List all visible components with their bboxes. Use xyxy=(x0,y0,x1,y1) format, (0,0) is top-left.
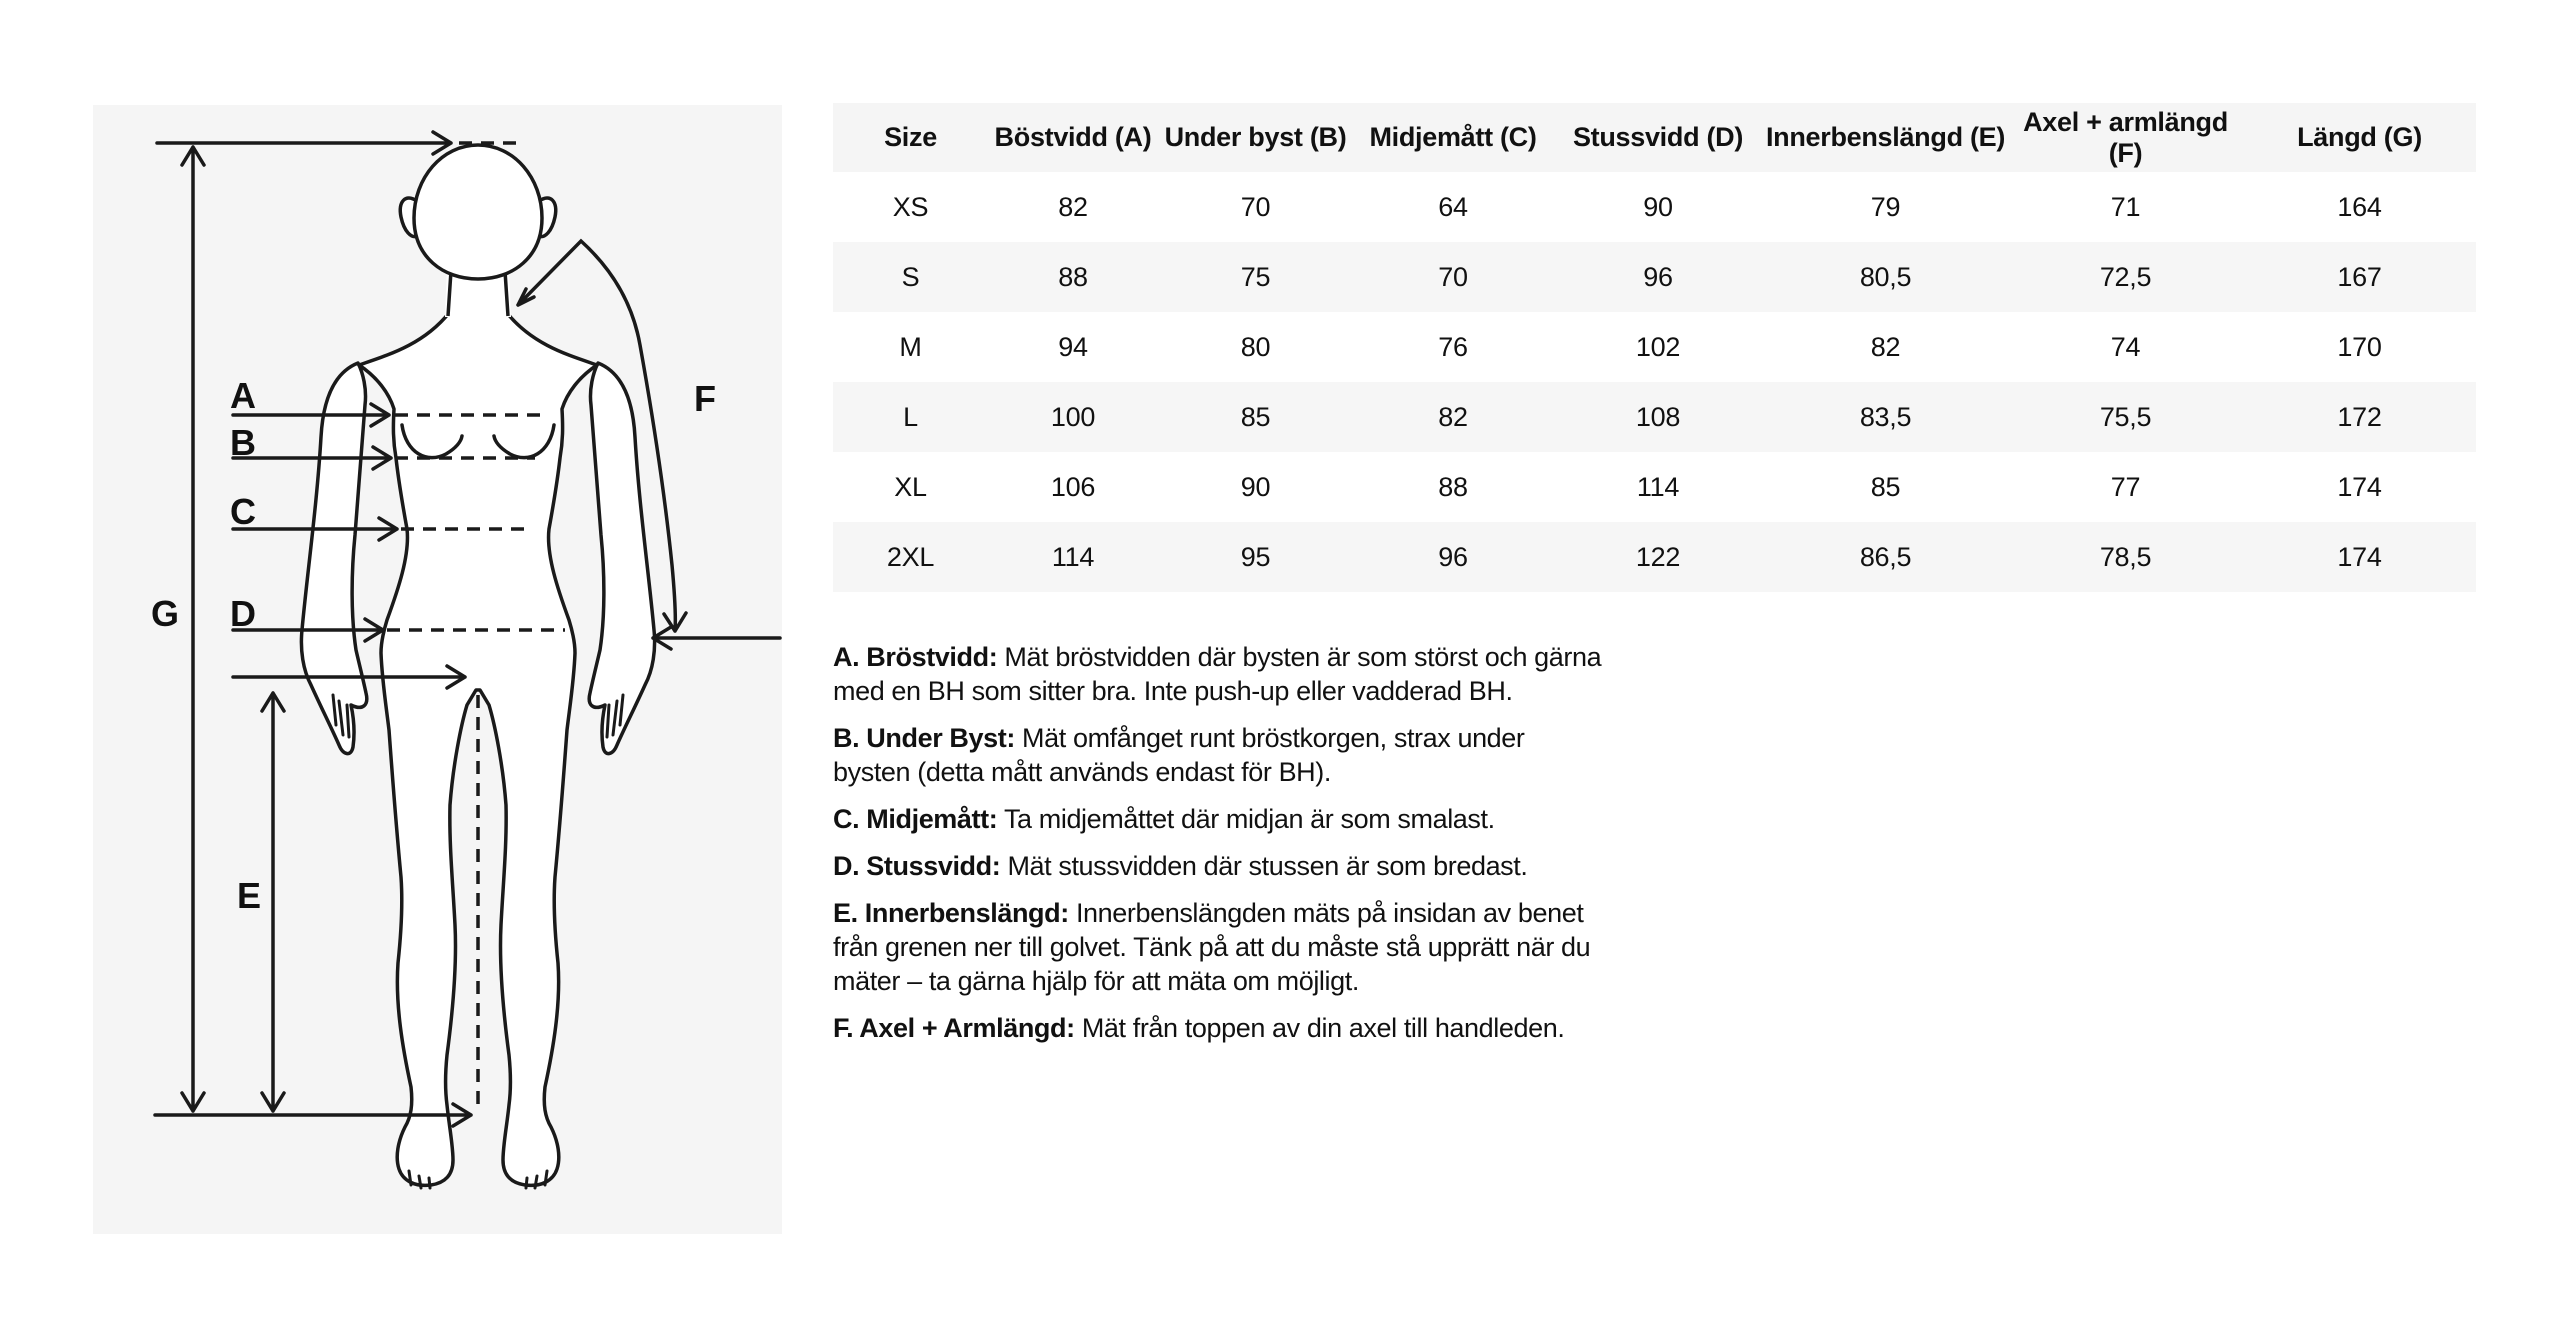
value-cell: 70 xyxy=(1240,191,1271,222)
description-text: Mät från toppen av din axel till handleden. xyxy=(1081,1013,1565,1043)
value-cell: 74 xyxy=(2110,331,2141,362)
description-stussvidd xyxy=(833,849,1603,883)
description-innerbenslangd xyxy=(833,896,1603,998)
value-cell: 88 xyxy=(1438,471,1468,502)
value-cell: 86,5 xyxy=(1859,541,1912,572)
value-cell: 85 xyxy=(1870,471,1901,502)
table-row xyxy=(833,522,2476,592)
body-measurement-diagram xyxy=(93,105,782,1234)
value-cell: 174 xyxy=(2337,471,2382,502)
table-row xyxy=(833,312,2476,382)
description-brostvidd xyxy=(833,640,1603,708)
value-cell: 170 xyxy=(2337,331,2382,362)
value-cell: 79 xyxy=(1870,191,1901,222)
size-cell: XL xyxy=(894,471,927,502)
value-cell: 80 xyxy=(1240,331,1271,362)
measurement-figure-panel xyxy=(93,105,782,1234)
column-header-size: Size xyxy=(884,122,937,152)
value-cell: 75,5 xyxy=(2099,401,2152,432)
value-cell: 82 xyxy=(1058,191,1088,222)
figure-label-b: B xyxy=(230,422,256,463)
value-cell: 76 xyxy=(1438,331,1468,362)
value-cell: 72,5 xyxy=(2099,261,2152,292)
value-cell: 85 xyxy=(1240,401,1271,432)
value-cell: 114 xyxy=(1051,541,1095,572)
value-cell: 174 xyxy=(2337,541,2382,572)
value-cell: 83,5 xyxy=(1859,401,1912,432)
description-label: D. Stussvidd: xyxy=(833,851,1001,881)
value-cell: 95 xyxy=(1240,541,1271,572)
description-text: Ta midjemåttet där midjan är som smalast. xyxy=(1003,804,1495,834)
figure-label-a: A xyxy=(230,375,256,416)
description-label: A. Bröstvidd: xyxy=(833,642,998,672)
description-label: C. Midjemått: xyxy=(833,804,998,834)
value-cell: 108 xyxy=(1635,401,1681,432)
description-axel-armlangd xyxy=(833,1011,1603,1045)
value-cell: 75 xyxy=(1240,261,1271,292)
value-cell: 100 xyxy=(1050,401,1096,432)
table-row xyxy=(833,172,2476,242)
size-cell: S xyxy=(901,261,920,292)
value-cell: 70 xyxy=(1438,261,1468,292)
column-header-stussvidd: Stussvidd (D) xyxy=(1572,122,1744,152)
body-head xyxy=(414,145,542,279)
value-cell: 80,5 xyxy=(1859,261,1912,292)
description-text: Mät bröstvidden där bysten är som störst och gärna med en BH som sitter bra. Inte push-up eller vadderad BH. xyxy=(833,642,1602,706)
value-cell: 164 xyxy=(2337,191,2382,222)
table-row xyxy=(833,242,2476,312)
value-cell: 122 xyxy=(1635,541,1681,572)
value-cell: 71 xyxy=(2110,191,2141,222)
table-row xyxy=(833,382,2476,452)
value-cell: 102 xyxy=(1635,331,1681,362)
value-cell: 94 xyxy=(1058,331,1088,362)
size-table-header-row xyxy=(833,103,2476,172)
value-cell: 88 xyxy=(1058,261,1088,292)
value-cell: 82 xyxy=(1438,401,1468,432)
value-cell: 64 xyxy=(1438,191,1468,222)
value-cell: 172 xyxy=(2337,401,2382,432)
size-cell: 2XL xyxy=(886,541,935,572)
column-header-innerbenslangd: Innerbenslängd (E) xyxy=(1765,122,2006,152)
description-text: Mät stussvidden där stussen är som bredast. xyxy=(1007,851,1528,881)
figure-label-c: C xyxy=(230,491,256,532)
value-cell: 96 xyxy=(1438,541,1468,572)
size-table-section xyxy=(833,103,2476,592)
column-header-midjematt: Midjemått (C) xyxy=(1369,122,1537,152)
figure-label-f: F xyxy=(694,378,716,419)
column-header-bostvidd: Böstvidd (A) xyxy=(994,122,1152,152)
description-label: B. Under Byst: xyxy=(833,723,1015,753)
column-header-langd: Längd (G) xyxy=(2297,122,2422,152)
size-cell: L xyxy=(903,401,918,432)
value-cell: 90 xyxy=(1643,191,1673,222)
description-label: F. Axel + Armlängd: xyxy=(833,1013,1075,1043)
value-cell: 82 xyxy=(1870,331,1901,362)
description-text: Mät omfånget runt bröstkorgen, strax under bysten (detta mått används endast för BH). xyxy=(833,723,1525,787)
description-text: Innerbenslängden mäts på insidan av benet från grenen ner till golvet. Tänk på att du måste stå upprätt när du mäter – ta gärna hjälp för att mäta om möjligt. xyxy=(833,898,1591,996)
value-cell: 167 xyxy=(2337,261,2382,292)
value-cell: 114 xyxy=(1636,471,1680,502)
size-table xyxy=(833,103,2476,592)
table-row xyxy=(833,452,2476,522)
value-cell: 96 xyxy=(1643,261,1673,292)
value-cell: 106 xyxy=(1050,471,1096,502)
column-header-axel-armlangd: Axel + armlängd (F) xyxy=(2023,106,2228,168)
value-cell: 77 xyxy=(2110,471,2141,502)
figure-label-d: D xyxy=(230,593,256,634)
column-header-under-byst: Under byst (B) xyxy=(1164,122,1347,152)
figure-label-e: E xyxy=(236,875,262,916)
measurement-descriptions xyxy=(833,640,1603,1058)
description-under-byst xyxy=(833,721,1603,789)
description-label: E. Innerbenslängd: xyxy=(833,898,1069,928)
value-cell: 78,5 xyxy=(2099,541,2152,572)
value-cell: 90 xyxy=(1240,471,1271,502)
description-midjematt xyxy=(833,802,1603,836)
figure-label-g: G xyxy=(150,593,180,634)
size-cell: M xyxy=(899,331,922,362)
size-cell: XS xyxy=(892,191,929,222)
